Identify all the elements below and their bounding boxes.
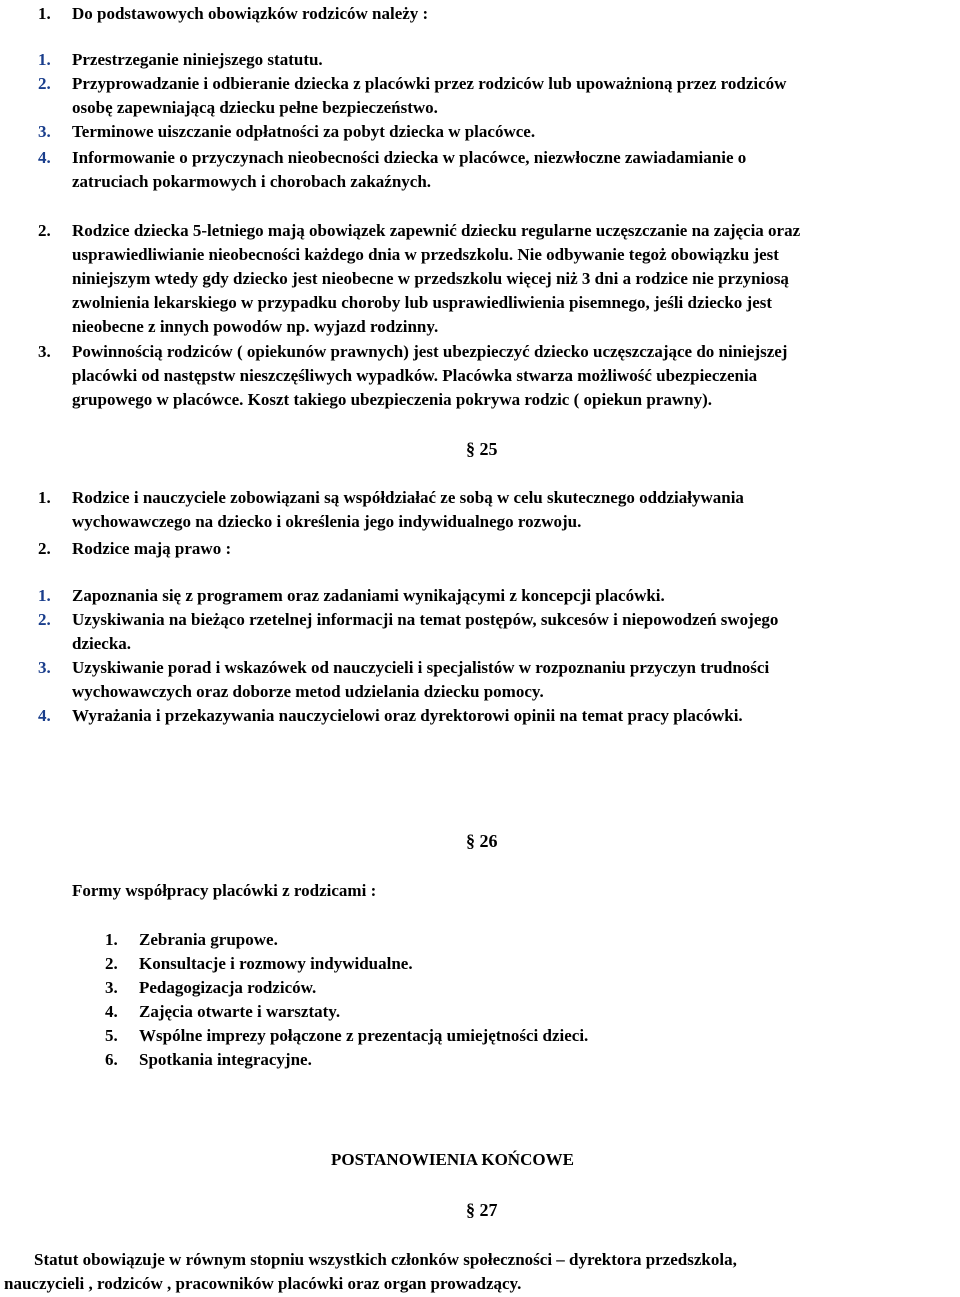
point-text: zwolnienia lekarskiego w przypadku choroby lub usprawiedliwienia pisemnego, jeśli dziecko jest <box>72 293 773 312</box>
form-number: 6. <box>105 1050 118 1069</box>
point-text: grupowego w placówce. Koszt takiego ubezpieczenia pokrywa rodzic ( opiekun prawny). <box>72 390 712 409</box>
duty-number: 4. <box>38 148 51 167</box>
final-text: nauczycieli , rodziców , pracowników placówki oraz organ prowadzący. <box>4 1274 522 1293</box>
point-text: wychowawczego na dziecko i określenia jego indywidualnego rozwoju. <box>72 512 582 531</box>
point-text: Rodzice dziecka 5-letniego mają obowiązek zapewnić dziecku regularne uczęszczanie na zajęcia oraz <box>72 221 801 240</box>
point-text: nieobecne z innych powodów np. wyjazd rodzinny. <box>72 317 439 336</box>
section-25-heading: § 25 <box>466 439 498 459</box>
duty-number: 2. <box>38 74 51 93</box>
form-number: 1. <box>105 930 118 949</box>
right-item-continued: dziecka. <box>72 634 132 653</box>
right-number: 4. <box>38 706 51 725</box>
duty-item: Przyprowadzanie i odbieranie dziecka z placówki przez rodziców lub upoważnioną przez rodziców <box>72 74 787 93</box>
duty-item-continued: zatruciach pokarmowych i chorobach zakaźnych. <box>72 172 432 191</box>
forms-title: Formy współpracy placówki z rodzicami : <box>72 881 377 900</box>
form-number: 3. <box>105 978 118 997</box>
right-item: Wyrażania i przekazywania nauczycielowi oraz dyrektorowi opinii na temat pracy placówki. <box>72 706 743 725</box>
point-text: Rodzice i nauczyciele zobowiązani są współdziałać ze sobą w celu skutecznego oddziaływania <box>72 488 744 507</box>
form-item: Pedagogizacja rodziców. <box>139 978 317 997</box>
heading-text: Do podstawowych obowiązków rodziców należy : <box>72 4 429 23</box>
right-item-continued: wychowawczych oraz doborze metod udzielania dziecku pomocy. <box>72 682 544 701</box>
duty-number: 3. <box>38 122 51 141</box>
point-text: Powinnością rodziców ( opiekunów prawnych) jest ubezpieczyć dziecko uczęszczające do niniejszej <box>72 342 788 361</box>
duty-item: Informowanie o przyczynach nieobecności dziecka w placówce, niezwłoczne zawiadamianie o <box>72 148 747 167</box>
duty-number: 1. <box>38 50 51 69</box>
point-number: 3. <box>38 342 51 361</box>
point-number: 1. <box>38 488 51 507</box>
form-number: 2. <box>105 954 118 973</box>
form-item: Spotkania integracyjne. <box>139 1050 312 1069</box>
form-item: Zajęcia otwarte i warsztaty. <box>139 1002 341 1021</box>
right-item: Zapoznania się z programem oraz zadaniami wynikającymi z koncepcji placówki. <box>72 586 665 605</box>
point-text: niniejszym wtedy gdy dziecko jest nieobecne w przedszkolu więcej niż 3 dni a rodzice nie przyniosą <box>72 269 789 288</box>
heading-number: 1. <box>38 4 51 23</box>
right-number: 3. <box>38 658 51 677</box>
point-number: 2. <box>38 221 51 240</box>
right-number: 1. <box>38 586 51 605</box>
point-text: placówki od następstw nieszczęśliwych wypadków. Placówka stwarza możliwość ubezpieczenia <box>72 366 758 385</box>
right-number: 2. <box>38 610 51 629</box>
form-number: 5. <box>105 1026 118 1045</box>
form-item: Wspólne imprezy połączone z prezentacją umiejętności dzieci. <box>139 1026 589 1045</box>
point-number: 2. <box>38 539 51 558</box>
final-text: Statut obowiązuje w równym stopniu wszystkich członków społeczności – dyrektora przedszkola, <box>34 1250 737 1269</box>
form-item: Zebrania grupowe. <box>139 930 278 949</box>
point-text: usprawiedliwianie nieobecności każdego dnia w przedszkolu. Nie odbywanie tegoż obowiązku jest <box>72 245 779 264</box>
right-item: Uzyskiwania na bieżąco rzetelnej informacji na temat postępów, sukcesów i niepowodzeń swojego <box>72 610 779 629</box>
section-26-heading: § 26 <box>466 831 498 851</box>
point-text: Rodzice mają prawo : <box>72 539 232 558</box>
form-item: Konsultacje i rozmowy indywidualne. <box>139 954 413 973</box>
duty-item-continued: osobę zapewniającą dziecku pełne bezpieczeństwo. <box>72 98 438 117</box>
duty-item: Terminowe uiszczanie odpłatności za pobyt dziecka w placówce. <box>72 122 536 141</box>
duty-item: Przestrzeganie niniejszego statutu. <box>72 50 323 69</box>
section-27-heading: § 27 <box>466 1200 498 1220</box>
form-number: 4. <box>105 1002 118 1021</box>
right-item: Uzyskiwanie porad i wskazówek od nauczycieli i specjalistów w rozpoznaniu przyczyn trudności <box>72 658 770 677</box>
final-heading: POSTANOWIENIA KOŃCOWE <box>331 1150 574 1169</box>
